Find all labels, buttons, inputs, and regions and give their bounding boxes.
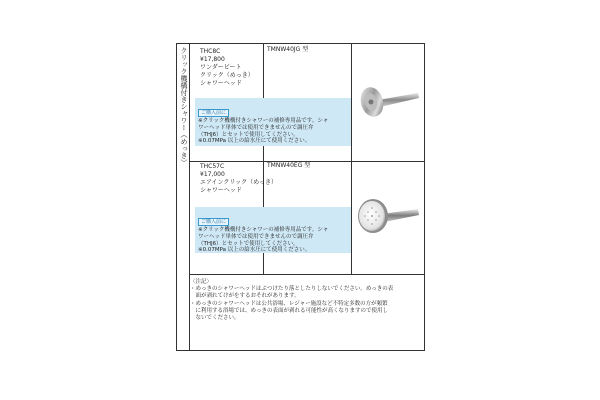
purchase-note-line: ※0.07MPa 以上の給水圧にて使用ください。 [198, 247, 311, 254]
image-column-divider-2 [351, 161, 352, 274]
product-code: THC57C [200, 163, 225, 170]
footnote-line: 面が剥れてけがをするおそれがあります。 [190, 293, 300, 300]
purchase-note-line: （THJ6）とセットで使用してください。 [198, 131, 299, 138]
purchase-note-box [195, 98, 351, 146]
purchase-note-line: （THJ6）とセットで使用してください。 [198, 240, 299, 247]
purchase-note-badge: ご購入前に [198, 218, 229, 226]
product-price: ¥17,000 [200, 171, 225, 178]
purchase-note-line: ※クリック機構付きシャワーの補修専用品です。シャ [198, 227, 329, 233]
footnote-line: に利用する浴場では、めっきの表面が剥れる可能性が高くなりますので使用し [190, 307, 388, 314]
product-code: THC8C [200, 48, 221, 55]
product-model: TMNW40EG 型 [267, 162, 311, 169]
white-shower-head-icon [356, 193, 420, 237]
purchase-note-line: ※0.07MPa 以上の給水圧にて使用ください。 [198, 138, 311, 145]
product-name-line: クリック（めっき） [200, 72, 254, 79]
product-model: TMNW40JG 型 [267, 46, 309, 53]
purchase-note-badge: ご購入前に [198, 109, 229, 117]
product-name-line: シャワーヘッド [200, 80, 242, 87]
product-name-line: シャワーヘッド [200, 187, 242, 194]
image-column-divider-1 [351, 43, 352, 161]
purchase-note-line: ワーヘッド単体では使用できませんので調圧弁 [198, 233, 314, 240]
row-divider-2 [189, 274, 424, 275]
category-side-label: クリック機構付きシャワー（めっき） [180, 47, 188, 166]
chrome-shower-head-icon [358, 80, 420, 122]
purchase-note-line: ワーヘッド単体では使用できませんので調圧弁 [198, 124, 314, 131]
purchase-note-box [195, 207, 351, 253]
footnote-line: ・めっきのシャワーヘッドはぶつけたり落としたりしないでください。めっきの表 [190, 286, 394, 293]
purchase-note-line: ※クリック機構付きシャワーの補修専用品です。シャ [198, 118, 329, 124]
footnote-line: ・めっきのシャワーヘッドは公共浴場、レジャー施設など不特定多数の方が頻繁 [190, 300, 388, 307]
product-price: ¥17,800 [200, 56, 225, 63]
product-name-line: ワンダービート [200, 64, 242, 71]
footnote-title: 〈注記〉 [190, 279, 213, 285]
footnote-line: ないでください。 [190, 315, 240, 322]
footnote [190, 279, 423, 322]
product-name-line: エアインクリック（めっき） [200, 179, 278, 186]
